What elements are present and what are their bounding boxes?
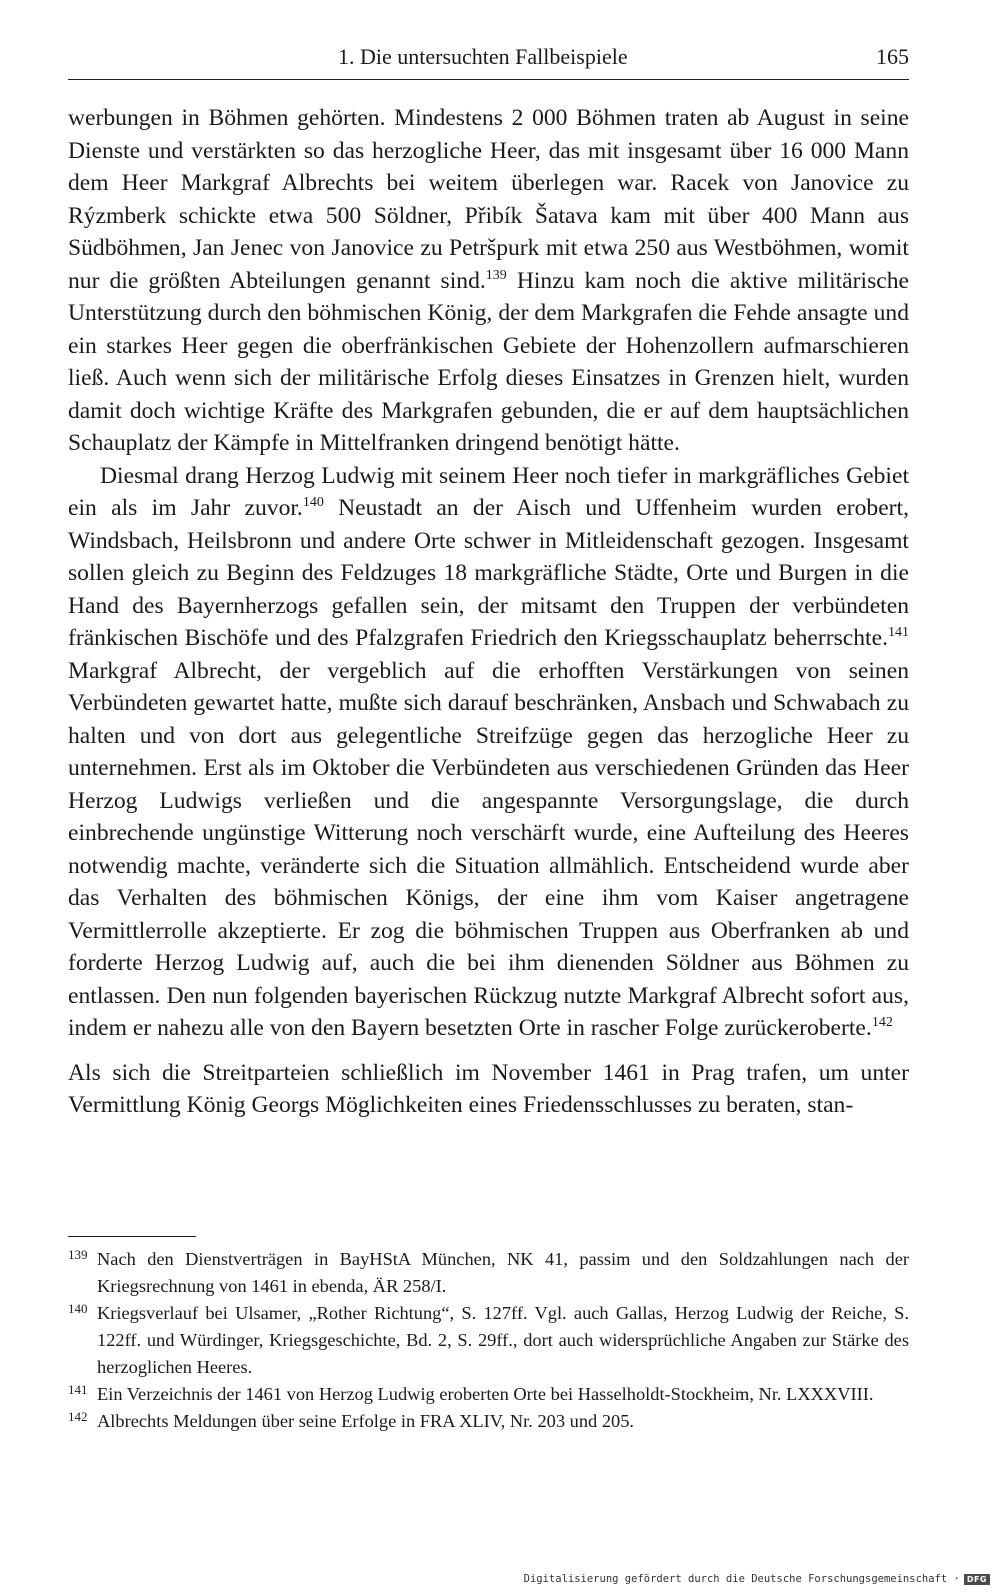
footnote — [68, 1246, 909, 1300]
running-title: 1. Die untersuchten Fallbeispiele — [338, 44, 628, 69]
paragraph-2-text-c: Markgraf Albrecht, der vergeblich auf die erhofften Verstärkungen von seinen Verbündeten gewartet hatte, mußte sich darauf beschränken, Ansbach und Schwabach zu halten und von dort aus gelegentliche Streifzüge gegen das herzogliche Heer zu unternehmen. Erst als im Oktober die Verbündeten aus verschiedenen Gründen das Heer Herzog Ludwigs verließen und die angespannte Versorgungslage, die durch einbrechende ungünstige Witterung noch verschärft wurde, eine Aufteilung des Heeres notwendig machte, veränderte sich die Situation allmählich. Entscheidend wurde aber das Verhalten des böhmischen Königs, der eine ihm vom Kaiser angetragene Vermittlerrolle akzeptierte. Er zog die böhmischen Truppen aus Oberfranken ab und forderte Herzog Ludwig auf, auch die bei ihm dienenden Söldner aus Böhmen zu entlassen. Den nun folgenden bayerischen Rückzug nutzte Markgraf Albrecht sofort aus, indem er nahezu alle von den Bayern besetzten Orte in rascher Folge zurückeroberte. — [68, 657, 909, 1041]
footnote — [68, 1408, 909, 1435]
footnote-ref-139: 139 — [485, 267, 507, 283]
footnote-number: 140 — [68, 1301, 88, 1316]
footnote-number: 142 — [68, 1409, 88, 1424]
footnote — [68, 1300, 909, 1381]
paragraph-2 — [68, 460, 909, 1045]
footnote-ref-141: 141 — [888, 625, 909, 641]
credit-text: Digitalisierung gefördert durch die Deutsche Forschungsgemeinschaft · — [523, 1573, 960, 1585]
header-rule — [68, 79, 909, 80]
footnote-text: Ein Verzeichnis der 1461 von Herzog Ludwig eroberten Orte bei Hasselholdt-Stockheim, Nr. LXXXVIII. — [97, 1384, 874, 1404]
footnote — [68, 1381, 909, 1408]
footnote-rule — [68, 1236, 196, 1237]
paragraph-2-text-a: Diesmal drang Herzog Ludwig mit seinem Heer noch tiefer in markgräfliches Gebiet ein als im Jahr zuvor. — [68, 462, 909, 521]
footnotes — [68, 1246, 909, 1435]
paragraph-3 — [68, 1057, 909, 1122]
paragraph-3-text: Als sich die Streitparteien schließlich im November 1461 in Prag trafen, um unter Vermittlung König Georgs Möglichkeiten eines Friedensschlusses zu beraten, stan- — [68, 1059, 909, 1118]
footnote-number: 139 — [68, 1247, 88, 1262]
footnote-ref-142: 142 — [871, 1015, 893, 1031]
footnote-ref-140: 140 — [302, 495, 324, 511]
paragraph-1 — [68, 102, 909, 460]
paragraph-1-text: werbungen in Böhmen gehörten. Mindestens 2 000 Böhmen traten ab August in seine Dienste und verstärkten so das herzogliche Heer, das mit insgesamt über 16 000 Mann dem Heer Markgraf Albrechts bei weitem überlegen war. Racek von Janovice zu Rýzmberk schickte etwa 500 Söldner, Přibík Šatava kam mit über 400 Mann aus Südböhmen, Jan Jenec von Janovice zu Petršpurk mit etwa 250 aus Westböhmen, womit nur die größten Abteilungen genannt sind. — [68, 105, 909, 294]
paragraph-2-text-b: Neustadt an der Aisch und Uffenheim wurden erobert, Windsbach, Heilsbronn und andere Orte schwer in Mitleidenschaft gezogen. Insgesamt sollen gleich zu Beginn des Feldzuges 18 markgräfliche Städte, Orte und Burgen in die Hand des Bayernherzogs gefallen sein, der mitsamt den Truppen der verbündeten fränkischen Bischöfe und des Pfalzgrafen Friedrich den Kriegsschauplatz beherrschte. — [68, 495, 909, 651]
footnote-text: Albrechts Meldungen über seine Erfolge in FRA XLIV, Nr. 203 und 205. — [97, 1411, 634, 1431]
footnote-number: 141 — [68, 1382, 88, 1397]
page-number: 165 — [876, 44, 909, 69]
body-text — [68, 102, 909, 1122]
digitization-credit — [524, 1573, 990, 1585]
paragraph-1-continued: Hinzu kam noch die aktive militärische Unterstützung durch den böhmischen König, der dem Markgrafen die Fehde ansagte und ein starkes Heer gegen die oberfränkischen Gebiete der Hohenzollern aufmarschieren ließ. Auch wenn sich der militärische Erfolg dieses Einsatzes in Grenzen hielt, wurden damit doch wichtige Kräfte des Markgrafen gebunden, die er auf dem hauptsächlichen Schauplatz der Kämpfe in Mittelfranken dringend benötigt hätte. — [68, 267, 909, 456]
footnote-text: Kriegsverlauf bei Ulsamer, „Rother Richtung“, S. 127ff. Vgl. auch Gallas, Herzog Ludwig der Reiche, S. 122ff. und Würdinger, Kriegsgeschichte, Bd. 2, S. 29ff., dort auch widersprüchliche Angaben zur Stärke des herzoglichen Heeres. — [97, 1303, 909, 1377]
running-head — [68, 44, 909, 74]
dfg-logo: DFG — [964, 1574, 990, 1585]
footnote-text: Nach den Dienstverträgen in BayHStA München, NK 41, passim und den Soldzahlungen nach der Kriegsrechnung von 1461 in ebenda, ÄR 258/I. — [97, 1249, 909, 1296]
